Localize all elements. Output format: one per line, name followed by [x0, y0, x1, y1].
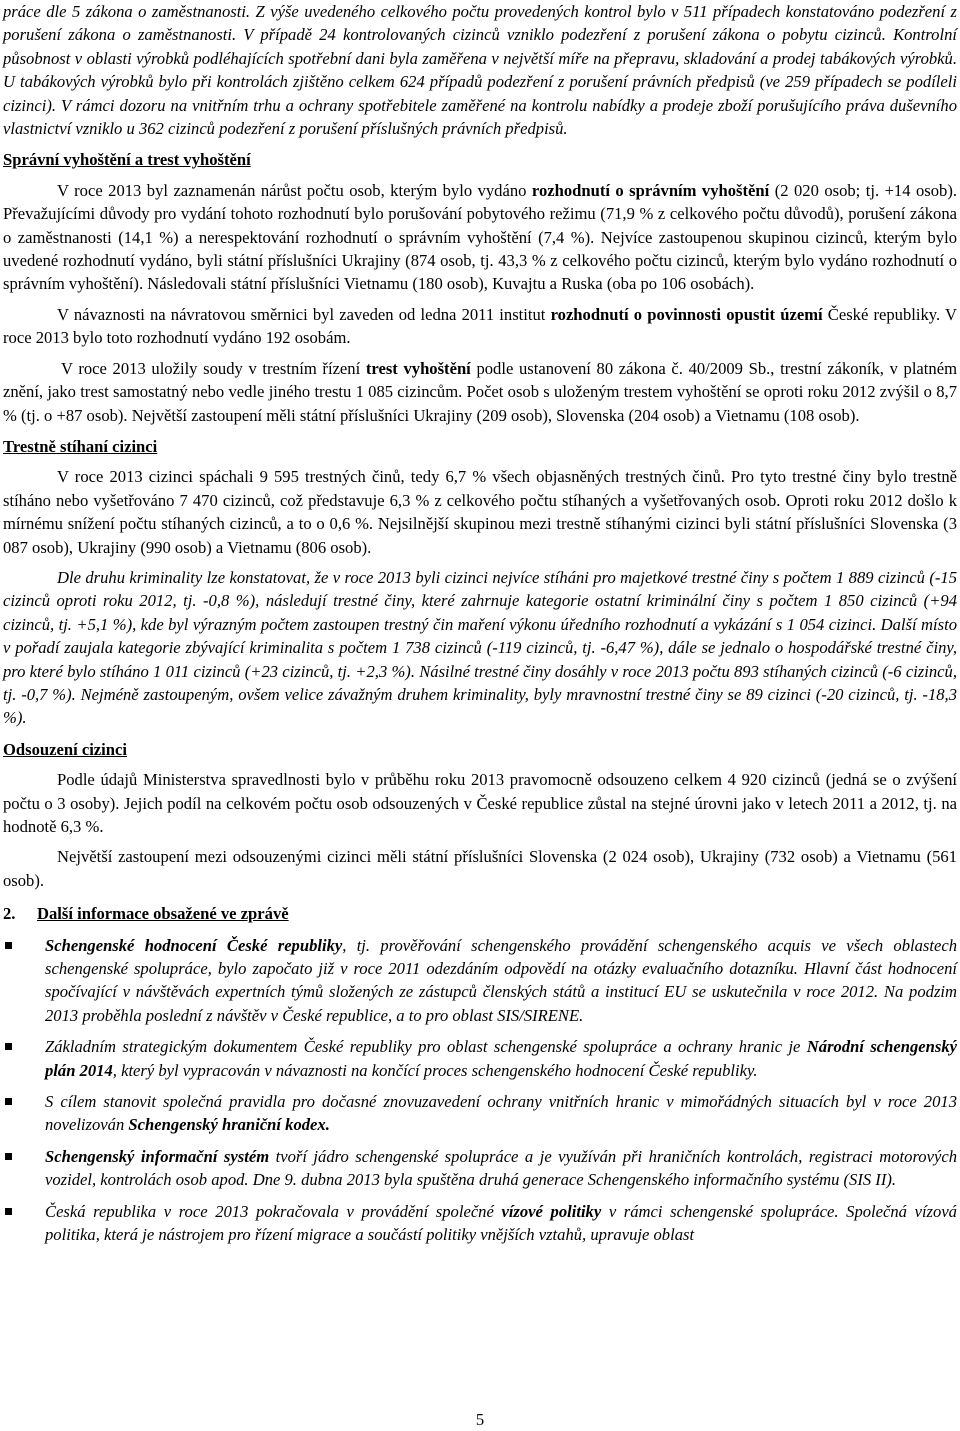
section-heading-convicted: Odsouzení cizinci [3, 739, 127, 759]
page-number: 5 [475, 1410, 485, 1429]
square-bullet-icon [5, 1043, 12, 1050]
paragraph-prosecuted-1: V roce 2013 cizinci spáchali 9 595 trestných činů, tedy 6,7 % všech objasněných trestných činů. Pro tyto trestné činy bylo trestně stíháno nebo vyšetřováno 7 470 cizinců, což představuje 6,3 % z celkového počtu stíhaných a vyšetřovaných osob. Oproti roku 2012 došlo k mírnému snížení počtu stíhaných cizinců, a to o 0,6 %. Nejsilnější skupinou mezi trestně stíhanými cizinci byli státní příslušníci Slovenska (3 087 osob), Ukrajiny (990 osob) a Vietnamu (806 osob). [3, 467, 957, 557]
bullet-schengen-evaluation: Schengenské hodnocení České republiky, tj. prověřování schengenského provádění schengenského acquis ve všech oblastech schengenské spolupráce, bylo započato již v roce 2011 odezdáním odpovědí na otázky evaluačního dotazníku. Hlavní část hodnocení spočívající v návštěvách expertních týmů složených ze zástupců členských států a institucí EU se uskutečnila v roce 2012. Na podzim 2013 proběhla poslední z návštěv v České republice, a to pro oblast SIS/SIRENE. [3, 934, 957, 1028]
square-bullet-icon [5, 1153, 12, 1160]
paragraph-leave-territory: V návaznosti na návratovou směrnici byl zaveden od ledna 2011 institut rozhodnutí o povinnosti opustit území České republiky. V roce 2013 bylo toto rozhodnutí vydáno 192 osobám. [3, 304, 957, 348]
paragraph-prosecuted-2: Dle druhu kriminality lze konstatovat, že v roce 2013 byli cizinci nejvíce stíháni pro majetkové trestné činy s počtem 1 889 cizinců (-15 cizinců oproti roku 2012, tj. -0,8 %), následují trestné činy, které zahrnuje kategorie ostatní kriminální činy s počtem 1 850 cizinců (+94 cizinců, tj. +5,1 %), kde byl výrazným počtem zastoupen trestný čin maření výkonu úředního rozhodnutí a vykázání s 1 054 cizinci. Další místo v pořadí zaujala kategorie zbývající kriminalita s počtem 1 738 cizinců (-119 cizinců, tj. -6,47 %), dále se jednalo o hospodářské trestné činy, pro které bylo stíháno 1 011 cizinců (+23 cizinců, tj. +2,3 %). Násilné trestné činy dosáhly v roce 2013 počtu 893 stíhaných cizinců (-6 cizinců, tj. -0,7 %). Nejméně zastoupeným, ovšem velice závažným druhem kriminality, byly mravnostní trestné činy se 89 cizinci (-20 cizinců, tj. -18,3 %). [3, 567, 957, 728]
paragraph-administrative-expulsion: V roce 2013 byl zaznamenán nárůst počtu osob, kterým bylo vydáno rozhodnutí o správním vyhoštění (2 020 osob; tj. +14 osob). Převažujícími důvody pro vydání tohoto rozhodnutí bylo porušování pobytového režimu (71,9 % z celkového počtu důvodů), porušení zákona o zaměstnanosti (14,1 %) a nerespektování rozhodnutí o správním vyhoštění (7,4 %). Nejvíce zastoupenou skupinou cizinců, kterým bylo uvedené rozhodnutí vydáno, byli státní příslušníci Ukrajiny (874 osob, tj. 43,3 % z celkového počtu cizinců, kterým bylo vydáno rozhodnutí o správním vyhoštění). Následovali státní příslušníci Vietnamu (180 osob), Kuvajtu a Ruska (oba po 106 osobách). [3, 180, 957, 294]
square-bullet-icon [5, 942, 12, 949]
bullet-visa-policy: Česká republika v roce 2013 pokračovala v provádění společné vízové politiky v rámci schengenské spolupráce. Společná vízová politika, která je nástrojem pro řízení migrace a součástí politiky vnějších vztahů, upravuje oblast [3, 1200, 957, 1247]
paragraph-penalty-expulsion: V roce 2013 uložily soudy v trestním řízení trest vyhoštění podle ustanovení 80 zákona č. 40/2009 Sb., trestní zákoník, v platném znění, jako trest samostatný nebo vedle jiného trestu 1 085 cizincům. Počet osob s uloženým trestem vyhoštění se oproti roku 2012 zvýšil o 8,7 % (tj. o +87 osob). Největší zastoupení měli státní příslušníci Ukrajiny (209 osob), Slovenska (204 osob) a Vietnamu (108 osob). [3, 358, 957, 425]
section-heading-expulsion: Správní vyhoštění a trest vyhoštění [3, 150, 251, 170]
bullet-border-code: S cílem stanovit společná pravidla pro dočasné znovuzavedení ochrany vnitřních hranic v mimořádných situacích byl v roce 2013 novelizován Schengenský hraniční kodex. [3, 1090, 957, 1137]
bullet-national-plan: Základním strategickým dokumentem České republiky pro oblast schengenské spolupráce a ochrany hranic je Národní schengenský plán 2014, který byl vypracován v návaznosti na končící proces schengenského hodnocení České republiky. [3, 1035, 957, 1082]
bullet-sis: Schengenský informační systém tvoří jádro schengenské spolupráce a je využíván při hraničních kontrolách, registraci motorových vozidel, kontrolách osob apod. Dne 9. dubna 2013 byla spuštěna druhá generace Schengenského informačního systému (SIS II). [3, 1145, 957, 1192]
document-page [3, 0, 957, 1247]
square-bullet-icon [5, 1098, 12, 1105]
section-heading-further-info: 2. Další informace obsažené ve zprávě [3, 904, 289, 924]
paragraph-convicted-2: Největší zastoupení mezi odsouzenými cizinci měli státní příslušníci Slovenska (2 024 osob), Ukrajiny (732 osob) a Vietnamu (561 osob). [3, 847, 957, 890]
section-heading-prosecuted: Trestně stíhaní cizinci [3, 436, 158, 456]
intro-paragraph: práce dle 5 zákona o zaměstnanosti. Z výše uvedeného celkového počtu provedených kontrol bylo v 511 případech konstatováno podezření z porušení zákona o zaměstnanosti. V případě 24 kontrolovaných cizinců vzniklo podezření z porušení zákona o pobytu cizinců. Kontrolní působnost v oblasti výrobků podléhajících spotřební dani byla zaměřena v největší míře na přepravu, skladování a prodej tabákových výrobků. U tabákových výrobků bylo při kontrolách zjištěno celkem 624 případů podezření z porušení právních předpisů (ve 259 případech se podíleli cizinci). V rámci dozoru na vnitřním trhu a ochrany spotřebitele zaměřené na kontrolu nabídky a prodeje zboží porušujícího práva duševního vlastnictví vzniklo u 362 cizinců podezření z porušení příslušných právních předpisů. [3, 2, 957, 139]
square-bullet-icon [5, 1208, 12, 1215]
paragraph-convicted-1: Podle údajů Ministerstva spravedlnosti bylo v průběhu roku 2013 pravomocně odsouzeno celkem 4 920 cizinců (jedná se o zvýšení počtu o 3 osoby). Jejich podíl na celkovém počtu osob odsouzených v České republice zůstal na stejné úrovni jako v letech 2011 a 2012, tj. na hodnotě 6,3 %. [3, 770, 957, 836]
